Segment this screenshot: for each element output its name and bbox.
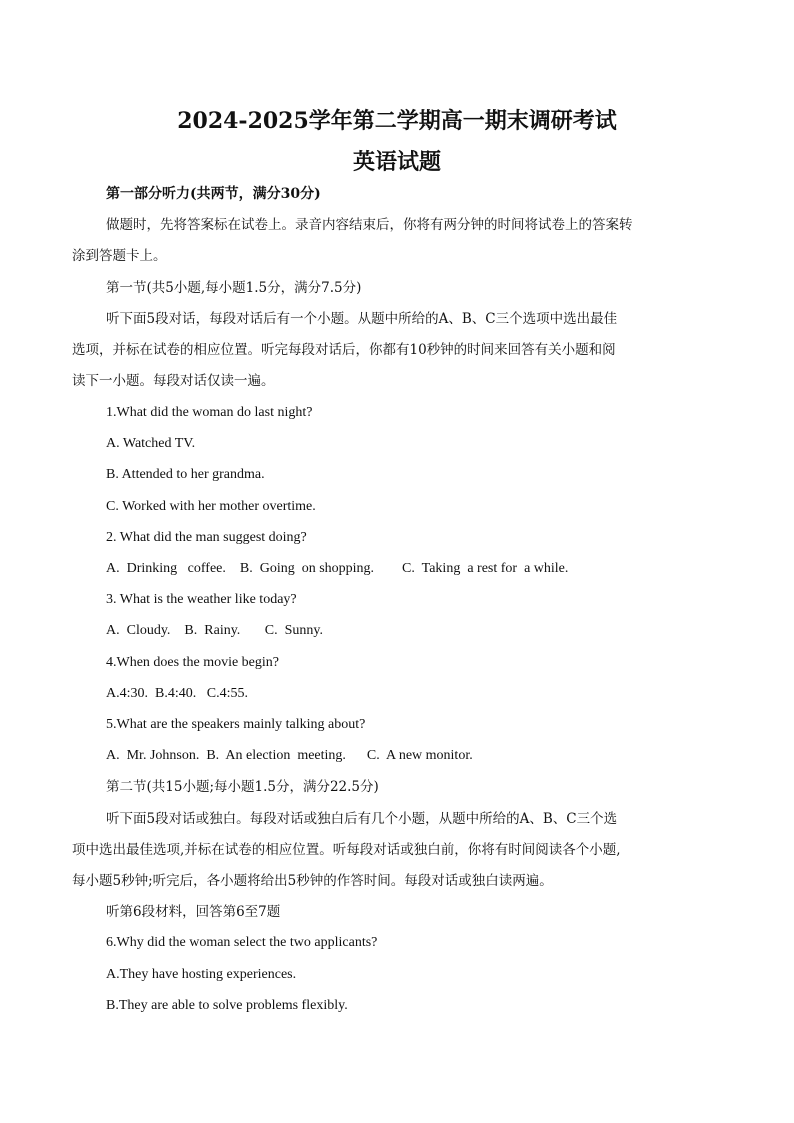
question-2: 2. What did the man suggest doing? — [106, 530, 307, 545]
question-2-options: A. Drinking coffee. B. Going on shopping. C. Taking a rest for a while. — [106, 561, 569, 576]
part1-heading: 第一部分听力(共两节，满分30分) — [106, 186, 321, 202]
section1-instr-line-2: 选项，并标在试卷的相应位置。听完每段对话后，你都有10秒钟的时间来回答有关小题和阅 — [72, 342, 616, 358]
question-6: 6.Why did the woman select the two applicants? — [106, 935, 378, 950]
question-1-option-c: C. Worked with her mother overtime. — [106, 499, 316, 514]
question-3-options: A. Cloudy. B. Rainy. C. Sunny. — [106, 623, 324, 638]
question-4-options: A.4:30. B.4:40. C.4:55. — [106, 686, 248, 701]
section2-heading: 第二节(共15小题;每小题1.5分，满分22.5分) — [106, 779, 379, 795]
question-1: 1.What did the woman do last night? — [106, 405, 313, 420]
question-6-option-b: B.They are able to solve problems flexibly. — [106, 998, 348, 1013]
intro-line-2: 涂到答题卡上。 — [72, 248, 167, 264]
section2-instr-line-1: 听下面5段对话或独白。每段对话或独白后有几个小题，从题中所给的A、B、C三个选 — [106, 811, 618, 827]
exam-title: 2024-2025学年第二学期高一期末调研考试 — [177, 108, 617, 134]
section2-instr-line-3: 每小题5秒钟;听完后，各小题将给出5秒钟的作答时间。每段对话或独白读两遍。 — [72, 873, 553, 889]
question-5-options: A. Mr. Johnson. B. An election meeting. C. A new monitor. — [106, 748, 473, 763]
material-6-heading: 听第6段材料，回答第6至7题 — [106, 904, 281, 920]
section1-instr-line-1: 听下面5段对话，每段对话后有一个小题。从题中所给的A、B、C三个选项中选出最佳 — [106, 311, 618, 327]
question-5: 5.What are the speakers mainly talking about? — [106, 717, 366, 732]
section1-instr-line-3: 读下一小题。每段对话仅读一遍。 — [72, 373, 275, 389]
section2-instr-line-2: 项中选出最佳选项,并标在试卷的相应位置。听每段对话或独白前，你将有时间阅读各个小题, — [72, 842, 621, 858]
question-3: 3. What is the weather like today? — [106, 592, 297, 607]
intro-line-1: 做题时，先将答案标在试卷上。录音内容结束后，你将有两分钟的时间将试卷上的答案转 — [106, 217, 633, 233]
exam-subtitle: 英语试题 — [352, 149, 441, 175]
question-4: 4.When does the movie begin? — [106, 655, 280, 670]
question-1-option-b: B. Attended to her grandma. — [106, 467, 265, 482]
question-1-option-a: A. Watched TV. — [106, 436, 196, 451]
section1-heading: 第一节(共5小题,每小题1.5分，满分7.5分) — [106, 280, 362, 296]
question-6-option-a: A.They have hosting experiences. — [106, 967, 297, 982]
